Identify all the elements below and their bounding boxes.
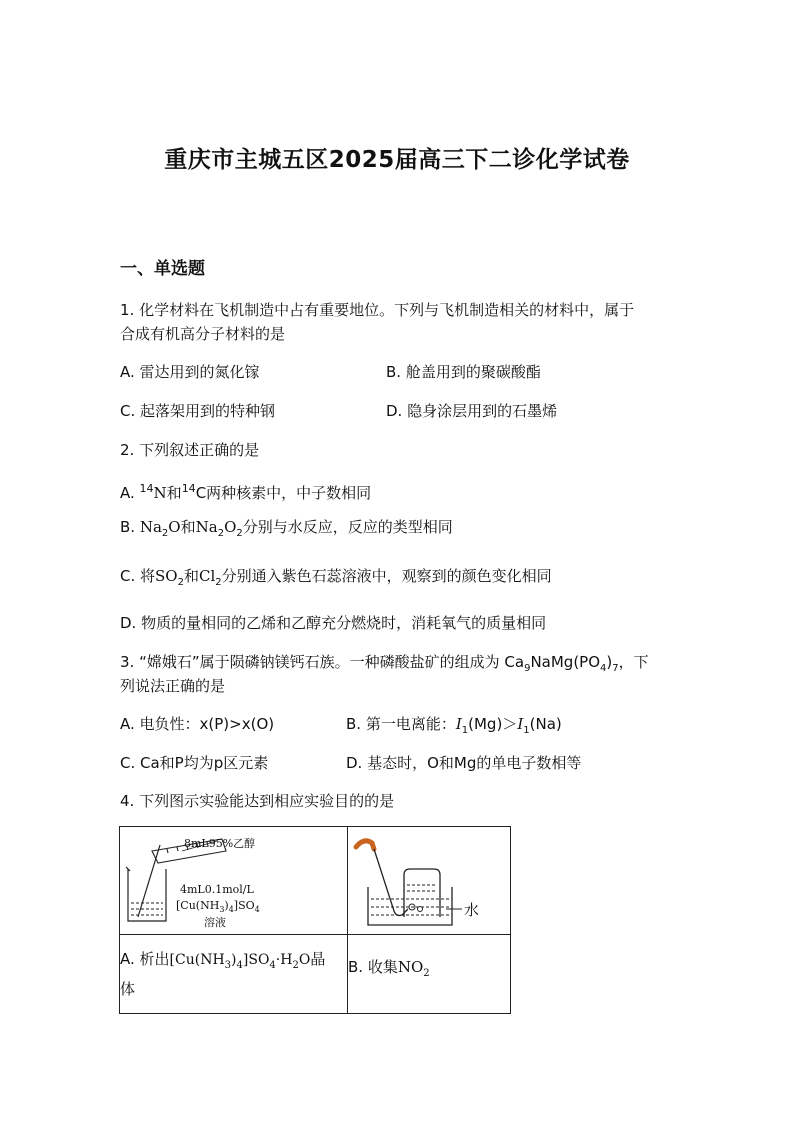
figure-b-gas-collection-apparatus (350, 829, 510, 932)
q4-option-a-line2: 体 (120, 980, 136, 998)
q3-b-sub2: 1 (523, 725, 530, 736)
q3-option-c: C. Ca和P均为p区元素 (120, 754, 269, 772)
q4-option-a (120, 947, 345, 978)
q2-b-f1c: O (168, 518, 181, 536)
question-2-stem: 2. 下列叙述正确的是 (120, 441, 260, 459)
fig-a-f6: 4 (254, 905, 260, 914)
q3-b-a: B. 第一电离能： (346, 715, 456, 733)
bottle-water (407, 885, 437, 891)
q4-a-f1: [Cu(NH (169, 952, 225, 968)
gas-bubble (418, 907, 423, 912)
q2-b-f2c: O (224, 518, 237, 536)
q4-b-prefix: B. 收集 (348, 958, 398, 976)
q4-a-f8: 2 (292, 959, 299, 971)
q2-a-rest: C两种核素中，中子数相同 (195, 484, 372, 502)
trough-water (371, 899, 449, 915)
question-1-line1: 1. 化学材料在飞机制造中占有重要地位。下列与飞机制造相关的材料中，属于 (120, 301, 635, 319)
q2-a-n: N和 (153, 484, 182, 502)
fig-a-f5: ]SO (233, 899, 255, 912)
q3-line1g: ，下 (618, 653, 649, 671)
q3-line1c: NaMg(PO (530, 653, 601, 671)
q4-option-b (348, 955, 430, 986)
q4-a-f3: ) (231, 952, 237, 968)
q2-b-f2b: 2 (217, 528, 225, 539)
q4-b-f1: NO (397, 958, 424, 976)
q4-a-f2: 3 (224, 959, 232, 971)
beaker-liquid (131, 903, 163, 915)
q3-option-a: A. 电负性：x(P)>x(O) (120, 715, 275, 733)
water-label: 水 (464, 901, 480, 919)
q2-c-f1a: SO (155, 567, 178, 585)
q2-b-f2d: 2 (236, 528, 243, 539)
q4-a-f5: ]SO (242, 952, 270, 968)
q2-c-f1b: 2 (177, 577, 184, 588)
fig-a-f4: 4 (228, 905, 234, 914)
q2-option-a (120, 477, 371, 505)
q2-a-mass2: 14 (181, 482, 196, 495)
q2-c-rest: 分别通入紫色石蕊溶液中，观察到的颜色变化相同 (221, 567, 552, 585)
q2-c-f2b: 2 (215, 577, 222, 588)
q2-b-f2a: Na (195, 518, 218, 536)
q3-option-d: D. 基态时，O和Mg的单电子数相等 (346, 754, 582, 772)
q3-b-i1: I (455, 715, 462, 733)
question-3-line2: 列说法正确的是 (120, 677, 226, 695)
q1-option-b: B. 舱盖用到的聚碳酸酯 (386, 363, 541, 381)
question-1-line2: 合成有机高分子材料的是 (120, 325, 286, 343)
q2-b-f1b: 2 (161, 528, 169, 539)
q1-option-a: A. 雷达用到的氮化镓 (120, 363, 260, 381)
glass-rod (138, 845, 160, 917)
q3-line1f: 7 (612, 663, 619, 674)
delivery-tube (374, 849, 408, 916)
q2-option-c (120, 564, 552, 595)
q2-a-prefix: A. (120, 484, 140, 502)
table-divider-horizontal (120, 934, 510, 935)
q1-option-d: D. 隐身涂层用到的石墨烯 (386, 402, 558, 420)
q4-a-f6: 4 (269, 959, 276, 971)
experiment-table (119, 826, 511, 1014)
q3-b-i2: I (517, 715, 524, 733)
q4-a-f4: 4 (236, 959, 243, 971)
q3-b-g: (Na) (529, 715, 562, 733)
figure-a-crystallization-apparatus (122, 829, 344, 932)
fig-a-f1: [Cu(NH (176, 899, 220, 912)
beaker-outline (128, 869, 166, 921)
page-title: 重庆市主城五区2025届高三下二诊化学试卷 (164, 147, 630, 173)
fig-a-label-formula (176, 899, 260, 914)
q2-option-d: D. 物质的量相同的乙烯和乙醇充分燃烧时，消耗氧气的质量相同 (120, 614, 547, 632)
fig-a-f2: 3 (219, 905, 225, 914)
fig-a-f3: ) (224, 899, 229, 912)
q2-a-mass1: 14 (139, 482, 154, 495)
fig-a-label-ethanol: 8mL95%乙醇 (184, 837, 256, 850)
rubber-tube (356, 841, 374, 849)
q4-a-suffix: 晶 (310, 950, 326, 968)
q4-a-f7: ·H (275, 952, 293, 968)
q4-a-prefix: A. 析出 (120, 950, 170, 968)
q3-line1e: ) (606, 653, 613, 671)
q3-line1a: 3. “嫦娥石”属于陨磷钠镁钙石族。一种磷酸盐矿的组成为 Ca (120, 653, 525, 671)
q1-option-c: C. 起落架用到的特种钢 (120, 402, 276, 420)
q2-option-b (120, 515, 453, 546)
q3-line1d: 4 (600, 663, 607, 674)
q3-b-sub1: 1 (461, 725, 469, 736)
q3-b-d: (Mg)＞ (468, 715, 518, 733)
section-heading: 一、单选题 (120, 259, 205, 279)
q2-c-f2a: Cl (198, 567, 216, 585)
q4-a-f9: O (298, 952, 311, 968)
q2-b-f1a: Na (139, 518, 162, 536)
q4-b-f2: 2 (423, 968, 430, 979)
q2-b-rest: 分别与水反应，反应的类型相同 (242, 518, 453, 536)
q2-c-and: 和 (183, 567, 199, 585)
fig-a-label-solution: 溶液 (204, 916, 226, 929)
q2-b-and: 和 (180, 518, 196, 536)
question-4-stem: 4. 下列图示实验能达到相应实验目的的是 (120, 792, 395, 810)
q2-b-prefix: B. (120, 518, 140, 536)
fig-a-label-conc: 4mL0.1mol/L (180, 883, 254, 896)
q3-option-b (346, 712, 562, 743)
q2-c-prefix: C. 将 (120, 567, 156, 585)
q3-line1b: 9 (524, 663, 531, 674)
